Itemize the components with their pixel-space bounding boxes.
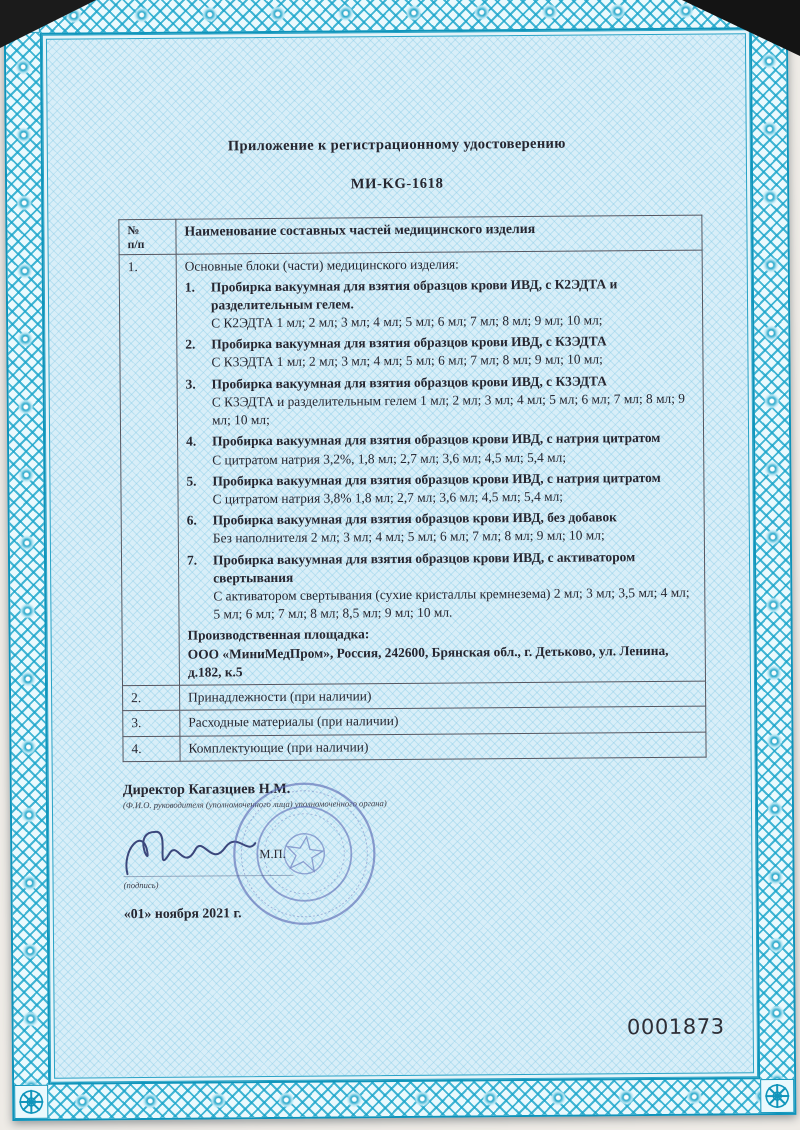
table-header-row xyxy=(119,215,702,255)
signature-caption: (подпись) xyxy=(123,879,159,890)
director-note: (Ф.И.О. руководителя (уполномоченного лица) уполномоченного органа) xyxy=(122,797,387,810)
item-detail: Без наполнителя 2 мл; 3 мл; 4 мл; 5 мл; 6 мл; 7 мл; 8 мл; 9 мл; 10 мл; xyxy=(212,527,605,546)
certificate-page xyxy=(4,0,797,1121)
director-name: Директор Кагазциев Н.М. xyxy=(122,780,291,798)
item-title: Пробирка вакуумная для взятия образцов крови ИВД, с натрия цитратом xyxy=(212,430,661,449)
serial-number: 0001873 xyxy=(626,1014,725,1040)
item-title: Пробирка вакуумная для взятия образцов крови ИВД, с К3ЭДТА xyxy=(211,333,607,352)
item-detail: С К2ЭДТА 1 мл; 2 мл; 3 мл; 4 мл; 5 мл; 6 мл; 7 мл; 8 мл; 9 мл; 10 мл; xyxy=(211,312,603,331)
item-number: 5. xyxy=(186,473,197,489)
item-detail: С цитратом натрия 3,2%, 1,8 мл; 2,7 мл; 3,6 мл; 4,5 мл; 5,4 мл; xyxy=(212,449,567,467)
production-site-label: Производственная площадка: xyxy=(187,626,370,644)
component-item xyxy=(187,508,696,548)
table-row xyxy=(123,732,706,762)
item-title: Пробирка вакуумная для взятия образцов крови ИВД, с К3ЭДТА xyxy=(211,372,608,392)
components-intro: Основные блоки (части) медицинского изделия: xyxy=(184,256,459,274)
signature-row xyxy=(123,809,716,900)
item-number: 2. xyxy=(185,336,196,352)
component-item xyxy=(186,371,695,430)
table-header-name-column: Наименование составных частей медицинского изделия xyxy=(176,215,702,254)
component-item xyxy=(187,547,697,624)
page-title: Приложение к регистрационному удостоверению xyxy=(227,135,566,155)
components-cell xyxy=(176,250,705,685)
row-number: 3. xyxy=(123,711,180,737)
guilloche-border-left xyxy=(6,33,50,1085)
signature-block xyxy=(123,777,716,922)
guilloche-border-right xyxy=(750,27,794,1079)
item-title: Пробирка вакуумная для взятия образцов крови ИВД, с натрия цитратом xyxy=(212,469,661,489)
table-row xyxy=(119,250,705,685)
component-item xyxy=(186,429,695,469)
item-number: 4. xyxy=(186,433,197,449)
row-number: 4. xyxy=(123,736,180,762)
guilloche-border-bottom xyxy=(48,1077,760,1119)
component-item xyxy=(186,468,695,508)
certificate-number: МИ-KG-1618 xyxy=(350,175,444,193)
item-detail: С К3ЭДТА и разделительным гелем 1 мл; 2 мл; 3 мл; 4 мл; 5 мл; 6 мл; 7 мл; 8 мл; 9 мл; 10 мл; xyxy=(211,390,686,428)
component-item xyxy=(185,274,694,333)
guilloche-border-top xyxy=(40,0,752,35)
production-site-value: ООО «МиниМедПром», Россия, 242600, Брянская обл., г. Детьково, ул. Ленина, д.182, к.5 xyxy=(187,642,669,680)
row-text: Расходные материалы (при наличии) xyxy=(180,706,706,735)
issue-date: «01» ноября 2021 г. xyxy=(123,905,242,921)
item-title: Пробирка вакуумная для взятия образцов крови ИВД, с активатором свертывания xyxy=(212,548,636,586)
item-detail: С цитратом натрия 3,8% 1,8 мл; 2,7 мл; 3,6 мл; 4,5 мл; 5,4 мл; xyxy=(212,488,564,507)
border-corner xyxy=(760,1079,794,1113)
table-header-number-column: № п/п xyxy=(119,219,176,255)
item-title: Пробирка вакуумная для взятия образцов крови ИВД, без добавок xyxy=(212,509,617,528)
stamp-placeholder-label: М.П. xyxy=(259,846,286,861)
item-detail: С К3ЭДТА 1 мл; 2 мл; 3 мл; 4 мл; 5 мл; 6 мл; 7 мл; 8 мл; 9 мл; 10 мл; xyxy=(211,351,603,370)
component-item xyxy=(185,332,694,372)
row-number: 2. xyxy=(123,685,180,711)
round-stamp-icon xyxy=(220,769,388,937)
item-detail: С активатором свертывания (сухие кристаллы кремнезема) 2 мл; 3 мл; 3,5 мл; 4 мл; 5 мл; 6 мл; 7 мл; 8 мл; 8,5 мл; 9 мл; 10 мл. xyxy=(213,584,690,622)
border-corner xyxy=(14,1085,48,1119)
item-number: 1. xyxy=(184,279,195,295)
item-number: 3. xyxy=(185,376,196,392)
item-number: 6. xyxy=(186,512,197,528)
item-number: 7. xyxy=(186,552,198,568)
components-table xyxy=(118,215,706,762)
row-number: 1. xyxy=(119,255,179,686)
corner-rosette-icon xyxy=(17,1088,45,1116)
corner-rosette-icon xyxy=(763,1082,791,1110)
item-title: Пробирка вакуумная для взятия образцов крови ИВД, с К2ЭДТА и разделительным гелем. xyxy=(210,275,618,313)
row-text: Принадлежности (при наличии) xyxy=(180,681,706,710)
certificate-sheet xyxy=(46,33,754,1078)
row-text: Комплектующие (при наличии) xyxy=(180,732,706,761)
